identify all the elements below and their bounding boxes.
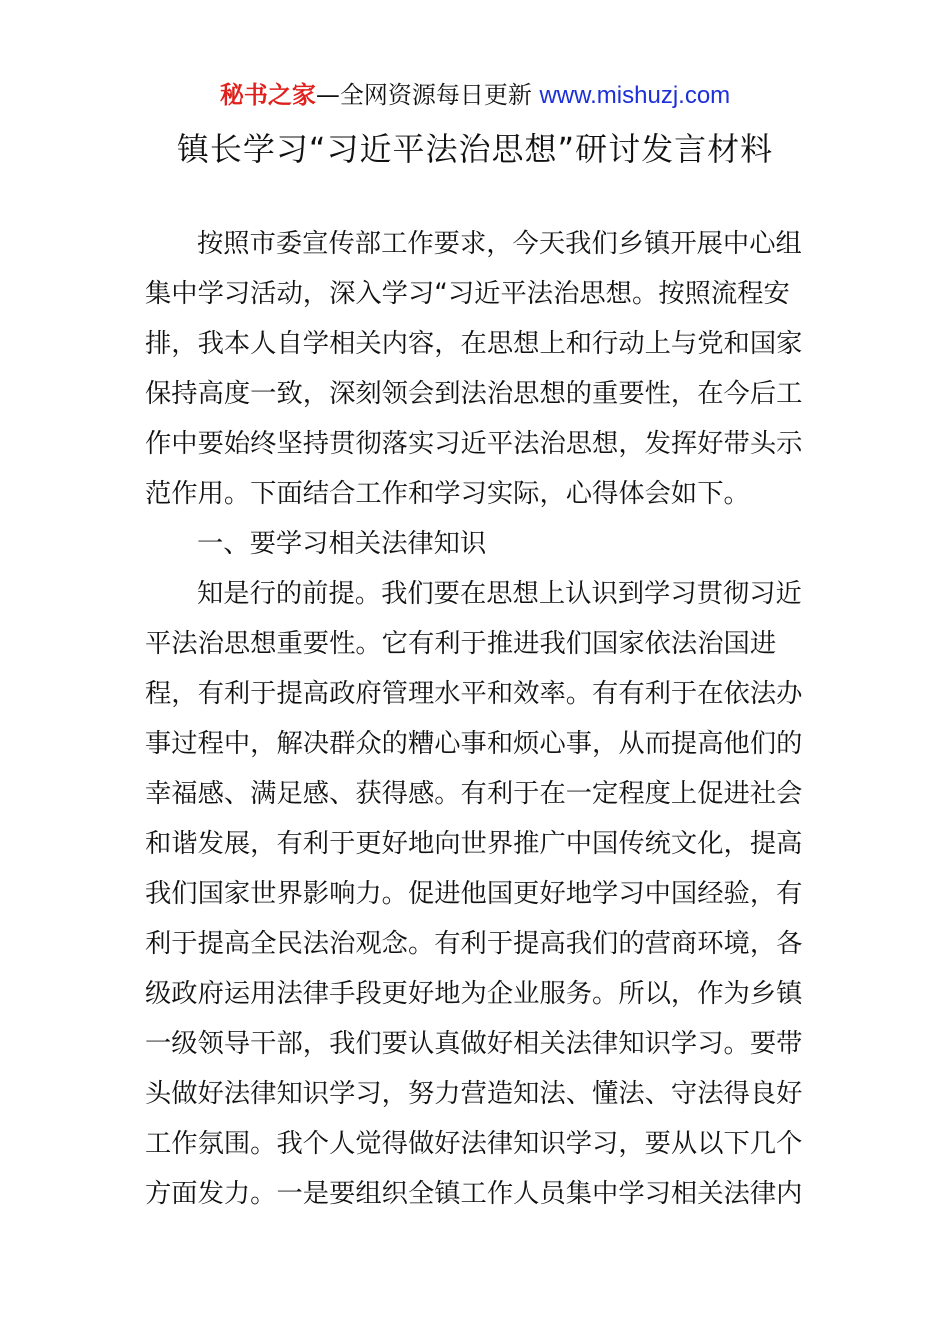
document-body [145,219,809,1219]
paragraph-line: 事过程中，解决群众的糟心事和烦心事，从而提高他们的 [145,729,803,759]
paragraph-line: 一级领导干部，我们要认真做好相关法律知识学习。要带 [145,1029,803,1059]
paragraph-line: 排，我本人自学相关内容，在思想上和行动上与党和国家 [145,329,803,359]
paragraph-line: 方面发力。一是要组织全镇工作人员集中学习相关法律内 [145,1179,803,1209]
site-url-link[interactable]: www.mishuzj.com [539,82,731,109]
section-heading: 一、要学习相关法律知识 [197,529,487,559]
paragraph-line: 我们国家世界影响力。促进他国更好地学习中国经验，有 [145,879,803,909]
paragraph-line: 保持高度一致，深刻领会到法治思想的重要性，在今后工 [145,379,803,409]
paragraph-line: 知是行的前提。我们要在思想上认识到学习贯彻习近 [197,579,802,609]
site-header [0,78,950,113]
paragraph-line: 工作氛围。我个人觉得做好法律知识学习，要从以下几个 [145,1129,803,1159]
paragraph-line: 范作用。下面结合工作和学习实际，心得体会如下。 [145,479,750,509]
paragraph-line: 作中要始终坚持贯彻落实习近平法治思想，发挥好带头示 [145,429,803,459]
site-tagline: —全网资源每日更新 [315,81,540,109]
paragraph-line: 幸福感、满足感、获得感。有利于在一定程度上促进社会 [145,779,803,809]
document-title: 镇长学习“习近平法治思想”研讨发言材料 [176,130,774,168]
paragraph-line: 程，有利于提高政府管理水平和效率。有有利于在依法办 [145,679,803,709]
paragraph-line: 按照市委宣传部工作要求，今天我们乡镇开展中心组 [197,229,802,259]
paragraph-line: 集中学习活动，深入学习“习近平法治思想。按照流程安 [145,279,790,309]
paragraph-line: 利于提高全民法治观念。有利于提高我们的营商环境，各 [145,929,803,959]
paragraph-line: 头做好法律知识学习，努力营造知法、懂法、守法得良好 [145,1079,803,1109]
site-brand: 秘书之家 [219,81,316,109]
paragraph-line: 级政府运用法律手段更好地为企业服务。所以，作为乡镇 [145,979,803,1009]
paragraph-line: 和谐发展，有利于更好地向世界推广中国传统文化，提高 [145,829,803,859]
paragraph-line: 平法治思想重要性。它有利于推进我们国家依法治国进 [145,629,777,659]
